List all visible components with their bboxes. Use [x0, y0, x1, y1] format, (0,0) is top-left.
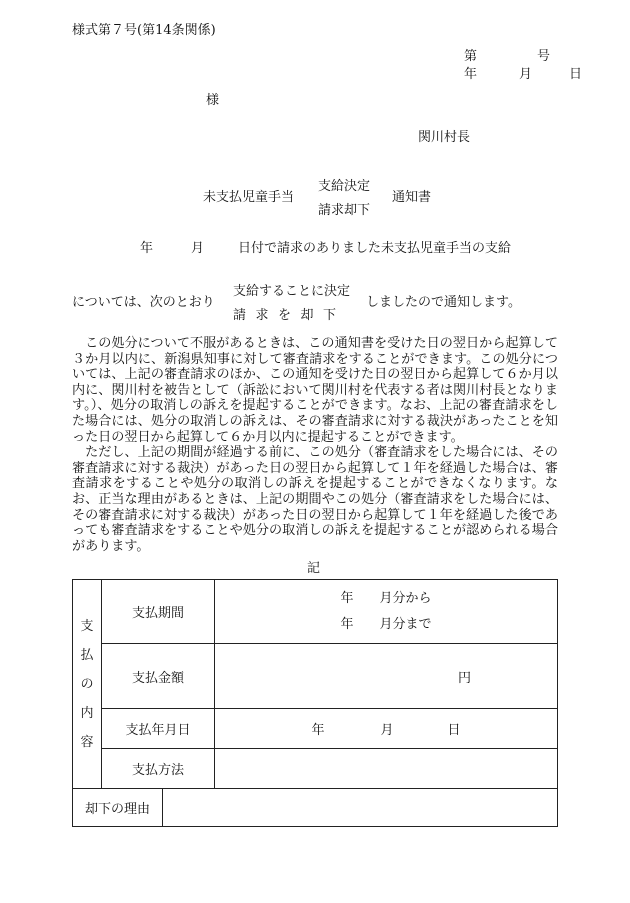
document-date-day: 日	[569, 67, 583, 82]
request-line-text: 日付で請求のありました未支払児童手当の支給	[238, 241, 512, 256]
addressee-honorific: 様	[206, 93, 220, 108]
appeal-notice-paragraph-1: この処分について不服があるときは、この通知書を受けた日の翌日から起算して３か月以内に、新潟県知事に対して審査請求をすることができます。この処分については、上記の審査請求のほか、この通知を受けた日の翌日から起算して６か月以内に、関川村を被告として（訴訟において関川村を代表する者は関川村長となります。）、処分の取消しの訴えを提起することができます。なお、上記の審査請求をした場合には、処分の取消しの訴えは、その審査請求に対する裁決があったことを知った日の翌日から起算して６か月以内に提起することができます。	[72, 336, 558, 445]
form-number-label: 様式第７号(第14条関係)	[72, 23, 216, 38]
payment-period-label: 支払期間	[102, 580, 215, 644]
document-date-year: 年	[464, 67, 478, 82]
result-option-approve: 支給することに決定	[233, 284, 351, 299]
title-option-approve: 支給決定	[318, 179, 371, 194]
title-subject: 未支払児童手当	[203, 190, 295, 205]
result-lead-text: については、次のとおり	[72, 295, 215, 310]
document-date-month: 月	[519, 67, 533, 82]
period-to: 年 月分まで	[340, 616, 432, 632]
payment-period-value	[215, 580, 558, 644]
request-date-line	[140, 242, 511, 255]
request-month: 月	[191, 241, 205, 256]
ki-heading: 記	[307, 561, 321, 576]
rejection-reason-label: 却下の理由	[73, 789, 163, 827]
table-row	[73, 644, 558, 709]
title-option-reject: 請求却下	[318, 203, 371, 218]
payment-amount-unit: 円	[215, 644, 558, 709]
table-row	[73, 580, 558, 644]
document-date	[464, 68, 582, 81]
payment-details-table	[72, 579, 558, 789]
title-document-type: 通知書	[392, 190, 432, 205]
payment-date-label: 支払年月日	[102, 709, 215, 749]
table-row	[73, 709, 558, 749]
payment-content-side-label: 支 払 の 内 容	[73, 580, 102, 789]
result-trail-text: しましたので通知します。	[366, 295, 521, 310]
payment-method-label: 支払方法	[102, 749, 215, 789]
rejection-reason-table	[72, 788, 558, 827]
period-from: 年 月分から	[340, 590, 432, 606]
payment-method-value	[215, 749, 558, 789]
payment-amount-label: 支払金額	[102, 644, 215, 709]
rejection-reason-value	[163, 789, 558, 827]
appeal-notice-paragraph-2: ただし、上記の期間が経過する前に、この処分（審査請求をした場合には、その審査請求に対する裁決）があった日の翌日から起算して１年を経過した場合は、審査請求をすることや処分の取消しの訴えを提起することができなくなります。なお、正当な理由があるときは、上記の期間やこの処分（審査請求をした場合には、その審査請求に対する裁決）があった日の翌日から起算して１年を経過した後であっても審査請求をすることや処分の取消しの訴えを提起することが認められる場合があります。	[72, 445, 558, 554]
document-number-prefix: 第	[464, 49, 478, 64]
issuer-name: 関川村長	[418, 130, 471, 145]
table-row	[73, 749, 558, 789]
document-number-suffix: 号	[537, 49, 551, 64]
request-year: 年	[140, 241, 154, 256]
result-option-reject: 請求を却下	[233, 308, 346, 323]
document-number	[464, 50, 550, 63]
table-row	[73, 789, 558, 827]
payment-date-value: 年 月 日	[215, 709, 558, 749]
appeal-notice	[72, 336, 558, 554]
